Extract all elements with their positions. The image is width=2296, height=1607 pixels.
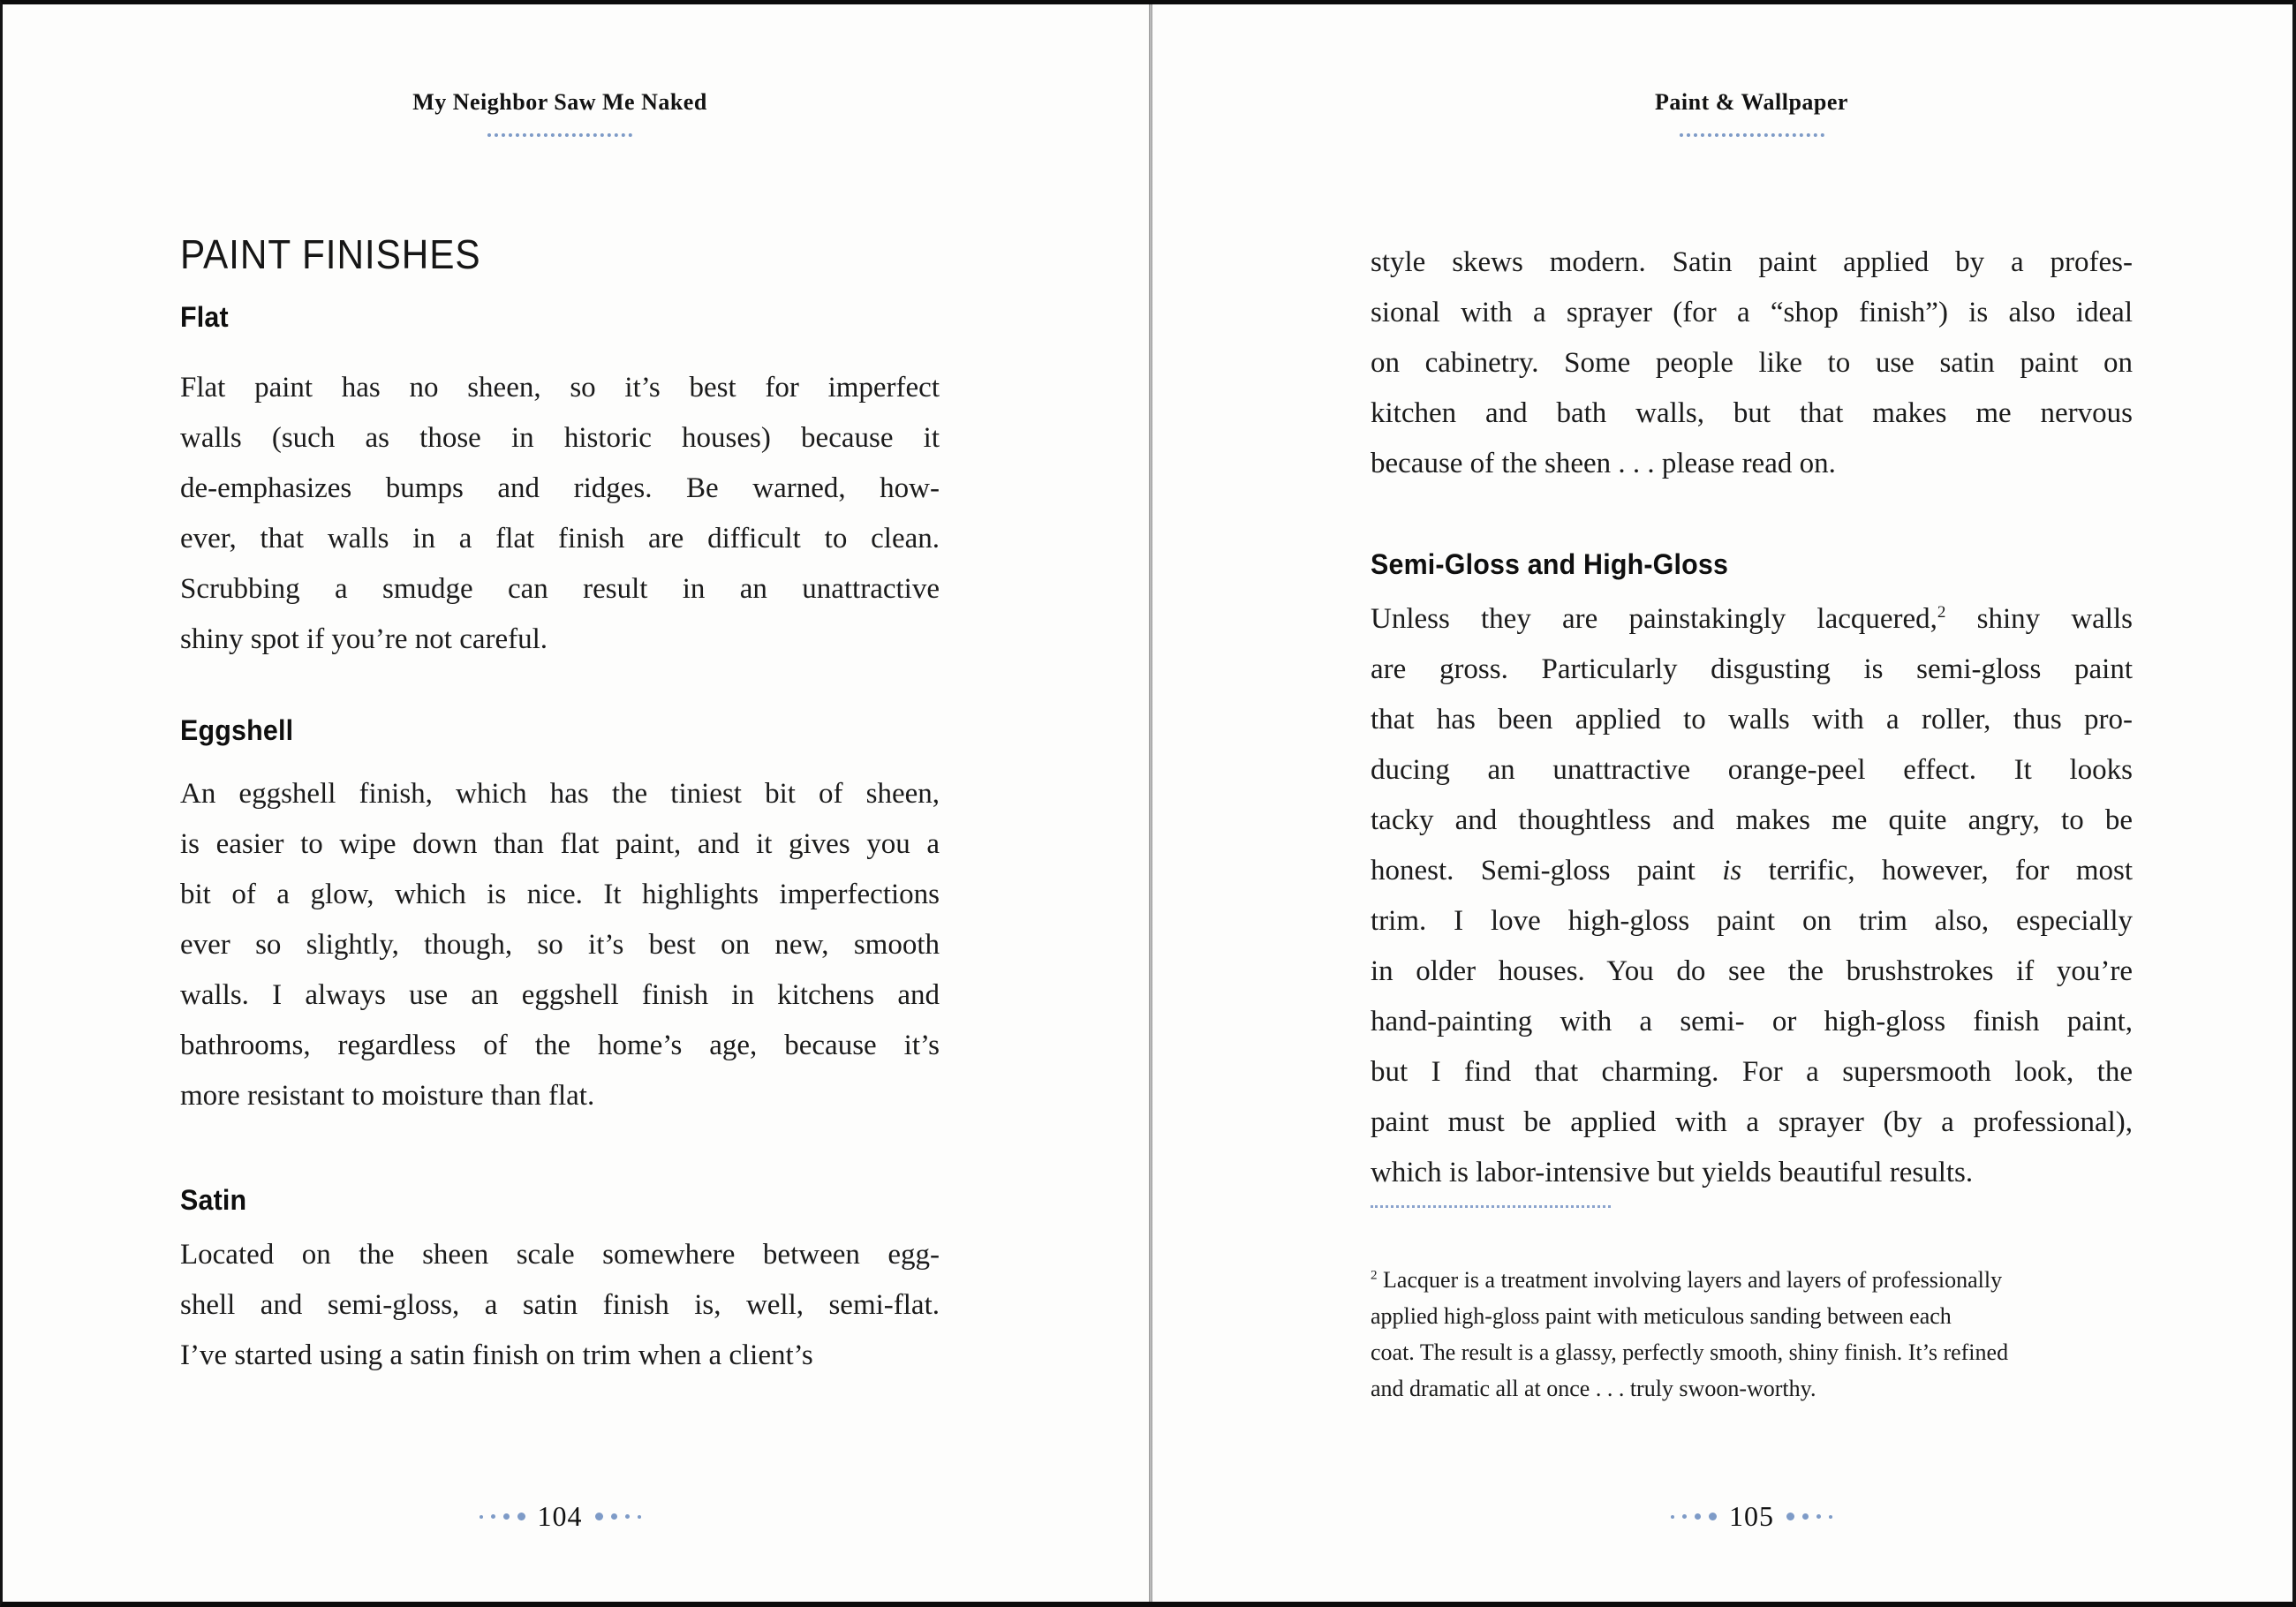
heading-satin: Satin	[180, 1184, 247, 1216]
running-head-ornament-dots	[487, 133, 632, 137]
text-line: applied high-gloss paint with meticulous sanding between each	[1371, 1303, 1952, 1329]
text-line: is easier to wipe down than flat paint, and it gives you a	[180, 828, 940, 860]
text-line: I’ve started using a satin finish on trim when a client’s	[180, 1339, 813, 1371]
text-line	[1371, 594, 2133, 645]
text-segment: Unless they are painstakingly lacquered,	[1371, 603, 1937, 635]
text-line: shiny spot if you’re not careful.	[180, 623, 548, 655]
text-line: walls. I always use an eggshell finish in kitchens and	[180, 979, 940, 1011]
text-line: tacky and thoughtless and makes me quite angry, to be	[1371, 804, 2133, 836]
text-line: ducing an unattractive orange-peel effect. It looks	[1371, 754, 2133, 786]
running-head-chapter-title: Paint & Wallpaper	[1655, 89, 1848, 115]
footnote-separator-dots	[1371, 1205, 1611, 1208]
text-line: style skews modern. Satin paint applied by a profes-	[1371, 246, 2133, 278]
text-line	[1371, 846, 2133, 896]
text-line: ever, that walls in a flat finish are difficult to clean.	[180, 523, 940, 555]
paragraph-eggshell	[180, 769, 940, 1121]
text-line: on cabinetry. Some people like to use satin paint on	[1371, 347, 2133, 379]
text-line: coat. The result is a glassy, perfectly smooth, shiny finish. It’s refined	[1371, 1339, 2009, 1365]
text-line: ever so slightly, though, so it’s best on new, smooth	[180, 929, 940, 961]
text-segment: shiny walls	[1945, 603, 2133, 635]
text-line: Located on the sheen scale somewhere between egg-	[180, 1239, 940, 1271]
text-line: and dramatic all at once . . . truly swoon-worthy.	[1371, 1376, 1816, 1401]
text-line: that has been applied to walls with a roller, thus pro-	[1371, 704, 2133, 736]
page-number-ornament-right-dots	[1786, 1513, 1832, 1520]
text-segment: Lacquer is a treatment involving layers and layers of professionally	[1377, 1267, 2003, 1293]
text-line: but I find that charming. For a supersmooth look, the	[1371, 1056, 2133, 1088]
text-line: Flat paint has no sheen, so it’s best for imperfect	[180, 372, 940, 404]
running-head-book-title: My Neighbor Saw Me Naked	[412, 89, 707, 115]
page-number-row-right	[1371, 1500, 2133, 1533]
heading-eggshell: Eggshell	[180, 714, 294, 746]
paragraph-satin-continuation	[1371, 238, 2133, 489]
paragraph-semi-gloss	[1371, 594, 2133, 1198]
heading-flat: Flat	[180, 301, 229, 333]
text-line: bit of a glow, which is nice. It highlights imperfections	[180, 879, 940, 910]
text-line: are gross. Particularly disgusting is semi-gloss paint	[1371, 653, 2133, 685]
text-line: bathrooms, regardless of the home’s age, because it’s	[180, 1030, 940, 1061]
page-number-left: 104	[537, 1500, 583, 1532]
text-line: trim. I love high-gloss paint on trim also, especially	[1371, 905, 2133, 937]
text-line: hand-painting with a semi- or high-gloss finish paint,	[1371, 1006, 2133, 1037]
paragraph-flat	[180, 363, 940, 665]
page-number-ornament-right-dots	[595, 1513, 641, 1520]
page-number-ornament-left-dots	[1671, 1513, 1717, 1520]
page-number-row-left	[180, 1500, 940, 1533]
text-line: which is labor-intensive but yields beautiful results.	[1371, 1157, 1974, 1188]
footnote-lacquer	[1371, 1262, 2133, 1407]
text-line: more resistant to moisture than flat.	[180, 1080, 595, 1112]
footnote-reference-marker: 2	[1371, 1268, 1378, 1283]
text-line: kitchen and bath walls, but that makes me nervous	[1371, 397, 2133, 429]
text-line: sional with a sprayer (for a “shop finish”) is also ideal	[1371, 297, 2133, 328]
page-number-ornament-left-dots	[480, 1513, 525, 1520]
heading-semi-gloss-and-high-gloss: Semi-Gloss and High-Gloss	[1371, 548, 1729, 580]
text-line: de-emphasizes bumps and ridges. Be warned, how-	[180, 472, 940, 504]
text-segment: honest. Semi-gloss paint	[1371, 855, 1723, 886]
text-line: in older houses. You do see the brushstrokes if you’re	[1371, 955, 2133, 987]
right-page	[1371, 4, 2133, 1602]
paragraph-satin	[180, 1230, 940, 1381]
text-line: shell and semi-gloss, a satin finish is, well, semi-flat.	[180, 1289, 940, 1321]
text-line	[1371, 1262, 2133, 1298]
text-line: walls (such as those in historic houses) because it	[180, 422, 940, 454]
page-number-right: 105	[1729, 1500, 1774, 1532]
text-segment: terrific, however, for most	[1741, 855, 2134, 886]
footnote-reference-marker: 2	[1937, 603, 1946, 622]
text-line: Scrubbing a smudge can result in an unattractive	[180, 573, 940, 605]
section-title-paint-finishes: PAINT FINISHES	[180, 231, 481, 277]
running-head-ornament-dots	[1680, 133, 1824, 137]
text-line: paint must be applied with a sprayer (by a professional),	[1371, 1106, 2133, 1138]
page-gutter-divider	[1149, 4, 1152, 1602]
text-line: because of the sheen . . . please read on.	[1371, 448, 1836, 479]
emphasized-word: is	[1722, 855, 1742, 886]
left-page	[180, 4, 940, 1602]
text-line: An eggshell finish, which has the tiniest bit of sheen,	[180, 778, 940, 810]
